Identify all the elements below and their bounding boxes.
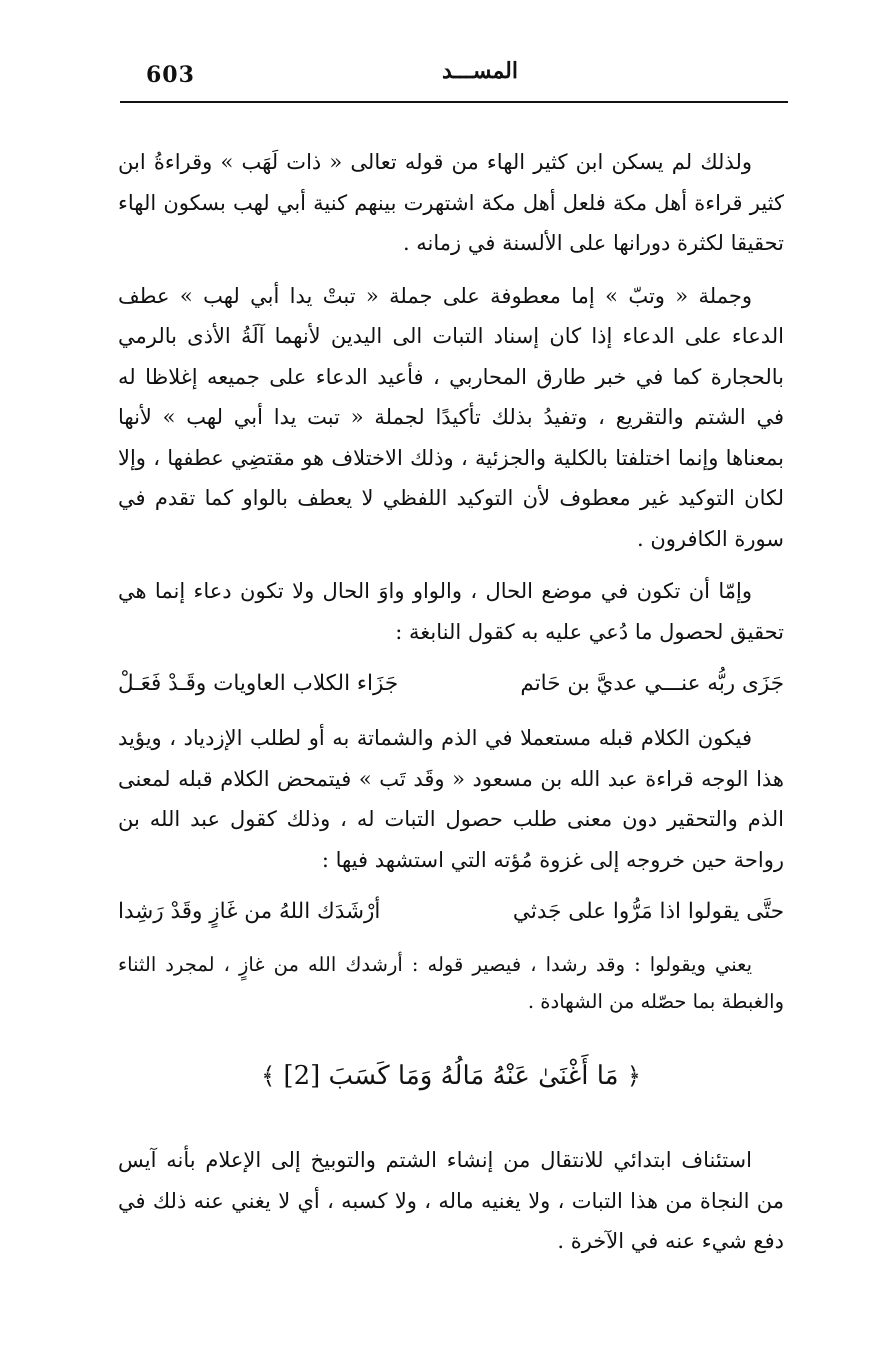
ayah-close-bracket: ﴾ bbox=[261, 1062, 276, 1090]
ayah-number: [2] bbox=[283, 1061, 321, 1091]
running-title: المســـد bbox=[441, 58, 518, 84]
verse-2-first-hemistich: حتَّى يقولوا اذا مَرُّوا على جَدثي bbox=[512, 899, 784, 924]
paragraph-5: يعني ويقولوا : وقد رشدا ، فيصير قوله : أرشدك الله من غازٍ ، لمجرد الثناء والغبطة بما حصّله من الشهادة . bbox=[118, 953, 784, 1013]
poetry-verse-2 bbox=[118, 892, 784, 932]
quran-verse bbox=[118, 1046, 784, 1106]
paragraph-2: وجملة « وتبّ » إما معطوفة على جملة « تبتْ يدا أبي لهب » عطف الدعاء على الدعاء إذا كان إسناد التبات الى اليدين لأنهما آلَةُ الأذى بالرمي بالحجارة كما في خبر طارق المحاربي ، فأعيد الدعاء على جميعه إغلاظا له في الشتم والتقريع ، وتفيدُ بذلك تأكيدًا لجملة « تبت يدا أبي لهب » لأنها بمعناها وإنما اختلفتا بالكلية والجزئية ، وذلك الاختلاف هو مقتضِي عطفها ، وإلا لكان التوكيد غير معطوف لأن التوكيد اللفظي لا يعطف بالواو كما تقدم في سورة الكافرون . bbox=[118, 283, 784, 551]
page-number: 603 bbox=[146, 62, 195, 88]
paragraph-3: وإمّا أن تكون في موضع الحال ، والواو واوَ الحال ولا تكون دعاء إنما هي تحقيق لحصول ما دُعي عليه به كقول النابغة : bbox=[118, 579, 784, 644]
verse-1-second-hemistich: جَزَاء الكلاب العاويات وقَـدْ فَعَـلْ bbox=[118, 671, 399, 696]
verse-2-second-hemistich: أرْشَدَك اللهُ من غَازٍ وقَدْ رَشِدا bbox=[118, 899, 381, 924]
header-rule bbox=[120, 101, 788, 103]
paragraph-1: ولذلك لم يسكن ابن كثير الهاء من قوله تعالى « ذات لَهَب » وقراءةُ ابن كثير قراءة أهل مكة فلعل أهل مكة اشتهرت بينهم كنية أبي لهب بسكون الهاء تحقيقا لكثرة دورانها على الألسنة في زمانه . bbox=[118, 150, 784, 255]
ayah-open-bracket: ﴿ bbox=[626, 1062, 641, 1090]
page-header bbox=[120, 58, 788, 98]
page-body bbox=[118, 142, 784, 1274]
ayah-text: مَا أَغْنَىٰ عَنْهُ مَالُهُ وَمَا كَسَبَ bbox=[328, 1061, 619, 1091]
poetry-verse-1 bbox=[118, 664, 784, 704]
verse-1-first-hemistich: جَزَى ربُّه عنـــي عديَّ بن حَاتم bbox=[520, 671, 784, 696]
paragraph-4: فيكون الكلام قبله مستعملا في الذم والشماتة به أو لطلب الإزدياد ، ويؤيد هذا الوجه قراءة عبد الله بن مسعود « وقَد تَب » فيتمحض الكلام قبله لمعنى الذم والتحقير دون معنى طلب حصول التبات له ، وذلك كقول عبد الله بن رواحة حين خروجه إلى غزوة مُؤته التي استشهد فيها : bbox=[118, 726, 784, 872]
paragraph-6: استئناف ابتدائي للانتقال من إنشاء الشتم والتوبيخ إلى الإعلام بأنه آيس من النجاة من هذا التبات ، ولا يغنيه ماله ، ولا كسبه ، أي لا يغني عنه ذلك في دفع شيء عنه في الآخرة . bbox=[118, 1148, 784, 1253]
